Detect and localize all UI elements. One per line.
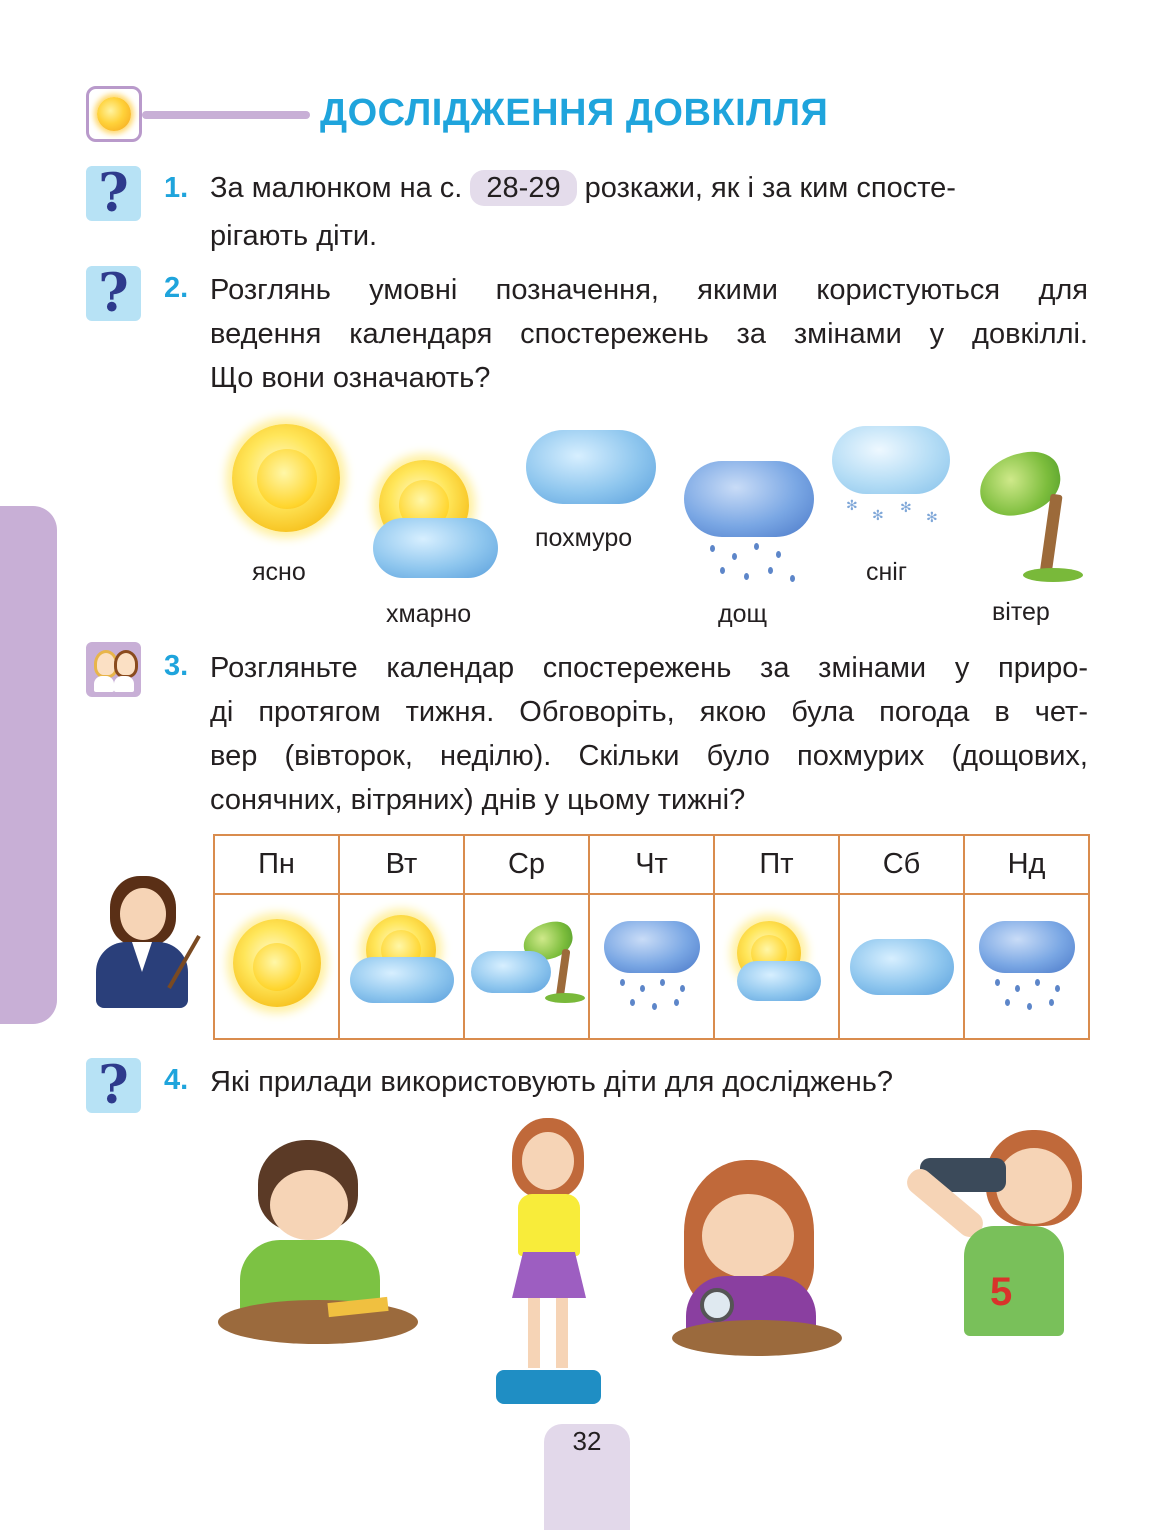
snow-icon: ✻ ✻ ✻ ✻ — [828, 420, 953, 530]
day-header: Нд — [964, 835, 1089, 894]
task-3-line-1: Розгляньте календар спостережень за змінами у приро- — [210, 652, 1088, 684]
calendar-cell-thu — [589, 894, 714, 1039]
overcast-icon — [840, 895, 963, 1038]
girl-with-magnifier-illustration — [672, 1160, 842, 1360]
header-sun-icon — [86, 86, 142, 142]
weather-label-overcast: похмуро — [535, 524, 633, 552]
sunny-icon — [222, 424, 352, 534]
sun-icon — [97, 97, 131, 131]
task-1-text-line2: рігають діти. — [210, 220, 378, 252]
day-header: Пн — [214, 835, 339, 894]
task-3-line-4: сонячних, вітряних) днів у цьому тижні? — [210, 784, 746, 816]
task-4-number: 4. — [164, 1064, 189, 1096]
rain-icon — [965, 895, 1088, 1038]
teacher-illustration — [90, 872, 210, 1012]
calendar-cell-fri — [714, 894, 839, 1039]
day-header: Пт — [714, 835, 839, 894]
calendar-weather-row — [214, 894, 1089, 1039]
question-icon: ? — [86, 266, 141, 321]
header-line — [142, 111, 310, 119]
task-2-line-2: ведення календаря спостережень за змінами у довкіллі. — [210, 318, 1088, 350]
weather-label-snow: сніг — [866, 558, 907, 586]
boy-with-binoculars-illustration: 5 — [900, 1130, 1100, 1340]
weather-label-partly-cloudy: хмарно — [386, 600, 472, 628]
day-header: Сб — [839, 835, 964, 894]
weather-label-wind: вітер — [992, 598, 1050, 626]
task-1-number: 1. — [164, 172, 189, 204]
task-3-line-2: ді протягом тижня. Обговоріть, якою була погода в чет- — [210, 696, 1088, 728]
task-3-line-3: вер (вівторок, неділю). Скільки було похмурих (дощових, — [210, 740, 1088, 772]
weather-calendar — [213, 834, 1090, 1040]
task-2-line-3: Що вони означають? — [210, 362, 491, 394]
calendar-cell-tue — [339, 894, 464, 1039]
boy-with-ruler-illustration — [218, 1140, 418, 1350]
task-3-number: 3. — [164, 650, 189, 682]
partly-cloudy-icon — [365, 460, 500, 585]
task-1-text — [210, 166, 1088, 210]
page-number: 32 — [572, 1426, 602, 1456]
side-tab — [0, 506, 57, 1024]
question-icon: ? — [86, 166, 141, 221]
day-header: Ср — [464, 835, 589, 894]
question-icon: ? — [86, 1058, 141, 1113]
overcast-windy-icon — [465, 895, 588, 1038]
task-2-line-1: Розглянь умовні позначення, якими користуються для — [210, 274, 1088, 306]
day-header: Чт — [589, 835, 714, 894]
calendar-cell-sun — [964, 894, 1089, 1039]
girl-on-scales-illustration — [496, 1118, 601, 1410]
calendar-cell-sat — [839, 894, 964, 1039]
weather-label-sunny: ясно — [252, 558, 306, 586]
sunny-icon — [215, 895, 338, 1038]
wind-icon — [965, 450, 1090, 585]
partly-cloudy-icon — [340, 895, 463, 1038]
day-header: Вт — [339, 835, 464, 894]
rain-icon — [680, 455, 820, 590]
calendar-cell-wed — [464, 894, 589, 1039]
pair-work-icon — [86, 642, 141, 697]
task-1-text-after: розкажи, як і за ким спосте- — [584, 172, 956, 204]
task-4-text: Які прилади використовують діти для досліджень? — [210, 1066, 894, 1098]
calendar-cell-mon — [214, 894, 339, 1039]
calendar-header-row — [214, 835, 1089, 894]
weather-label-rain: дощ — [718, 600, 768, 628]
page-reference: 28-29 — [470, 170, 576, 206]
rain-icon — [590, 895, 713, 1038]
partly-cloudy-icon — [715, 895, 838, 1038]
task-2-number: 2. — [164, 272, 189, 304]
task-1-text-before: За малюнком на с. — [210, 172, 463, 204]
page-title: ДОСЛІДЖЕННЯ ДОВКІЛЛЯ — [320, 92, 829, 134]
overcast-icon — [520, 424, 660, 514]
